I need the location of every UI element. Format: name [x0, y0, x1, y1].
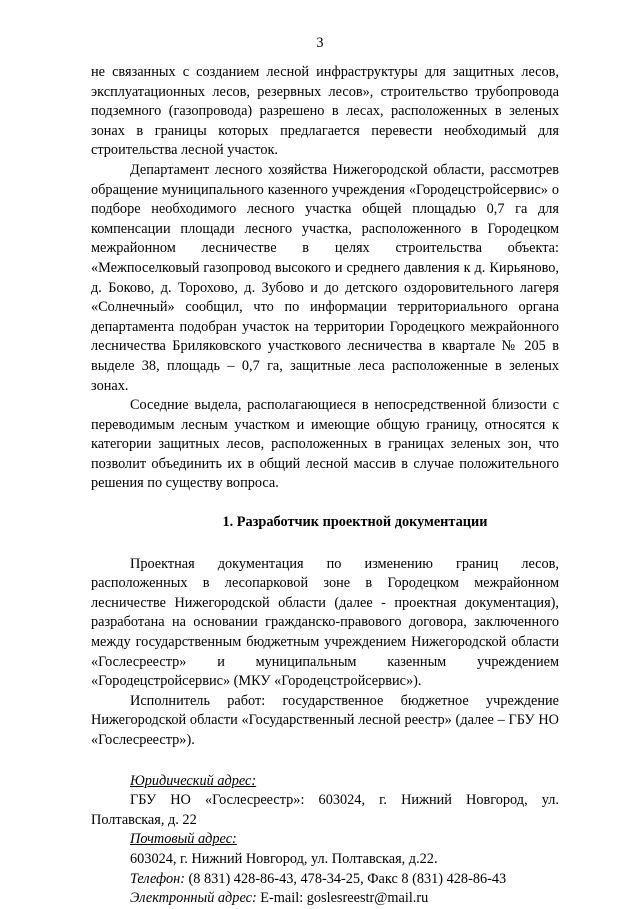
- email-value: E-mail: goslesreestr@mail.ru: [256, 890, 429, 907]
- legal-address: ГБУ НО «Гослесреестр»: 603024, г. Нижний Новгород, ул. Полтавская, д. 22: [91, 792, 559, 828]
- legal-address-label: Юридический адрес:: [130, 772, 257, 789]
- postal-address: 603024, г. Нижний Новгород, ул. Полтавская, д.22.: [130, 850, 438, 867]
- phone-line: [130, 870, 559, 890]
- section-heading: 1. Разработчик проектной документации: [222, 514, 488, 531]
- paragraph-department: Департамент лесного хозяйства Нижегородской области, рассмотрев обращение муниципального казенного учреждения «Городецстройсервис» о подборе необходимого лесного участка общей площадью 0,7 га для компенсации площади лесного участка, расположенного в Городецком межрайонном лесничестве в целях строительства объекта: «Межпоселковый газопровод высокого и среднего давления к д. Кирьяново, д. Боково, д. Торохово, д. Зубово и до детского оздоровительного лагеря «Солнечный» сообщил, что по информации территориального органа департамента подобран участок на территории Городецкого межрайонного лесничества Бриляковского участкового лесничества в квартале № 205 в выделе 38, площадь – 0,7 га, защитные леса расположенные в зеленых зонах.: [91, 161, 559, 394]
- paragraph-continuation: не связанных с созданием лесной инфраструктуры для защитных лесов, эксплуатационных лесов, резервных лесов», строительство трубопровода подземного (газопровода) разрешено в лесах, расположенных в зеленых зонах в границы которых предлагается перевести необходимый для строительства лесной участок.: [91, 64, 559, 159]
- paragraph-contractor: Исполнитель работ: государственное бюджетное учреждение Нижегородской области «Государственный лесной реестр» (далее – ГБУ НО «Гослесреестр»).: [91, 692, 559, 748]
- postal-address-label: Почтовый адрес:: [130, 831, 237, 848]
- email-line: [130, 889, 559, 909]
- phone-value: (8 831) 428-86-43, 478-34-25, Факс 8 (831) 428-86-43: [184, 870, 507, 887]
- paragraph-project-docs: Проектная документация по изменению границ лесов, расположенных в лесопарковой зоне в Городецком межрайонном лесничестве Нижегородской области (далее - проектная документация), разработана на основании гражданско-правового договора, заключенного между государственным бюджетным учреждением Нижегородской области «Гослесреестр» и муниципальным казенным учреждением «Городецстройсервис» (МКУ «Городецстройсервис»).: [91, 555, 559, 690]
- email-label: Электронный адрес:: [130, 890, 257, 907]
- page-number: 3: [316, 35, 324, 51]
- paragraph-neighbors: Соседние выдела, располагающиеся в непосредственной близости с переводимым лесным участком и имеющие общую границу, относятся к категории защитных лесов, расположенных в границах зеленых зон, что позволит объединить их в общий лесной массив в случае положительного решения по существу вопроса.: [91, 397, 559, 492]
- phone-label: Телефон:: [130, 870, 185, 887]
- page-body: [91, 63, 559, 909]
- contacts-block: [91, 772, 559, 909]
